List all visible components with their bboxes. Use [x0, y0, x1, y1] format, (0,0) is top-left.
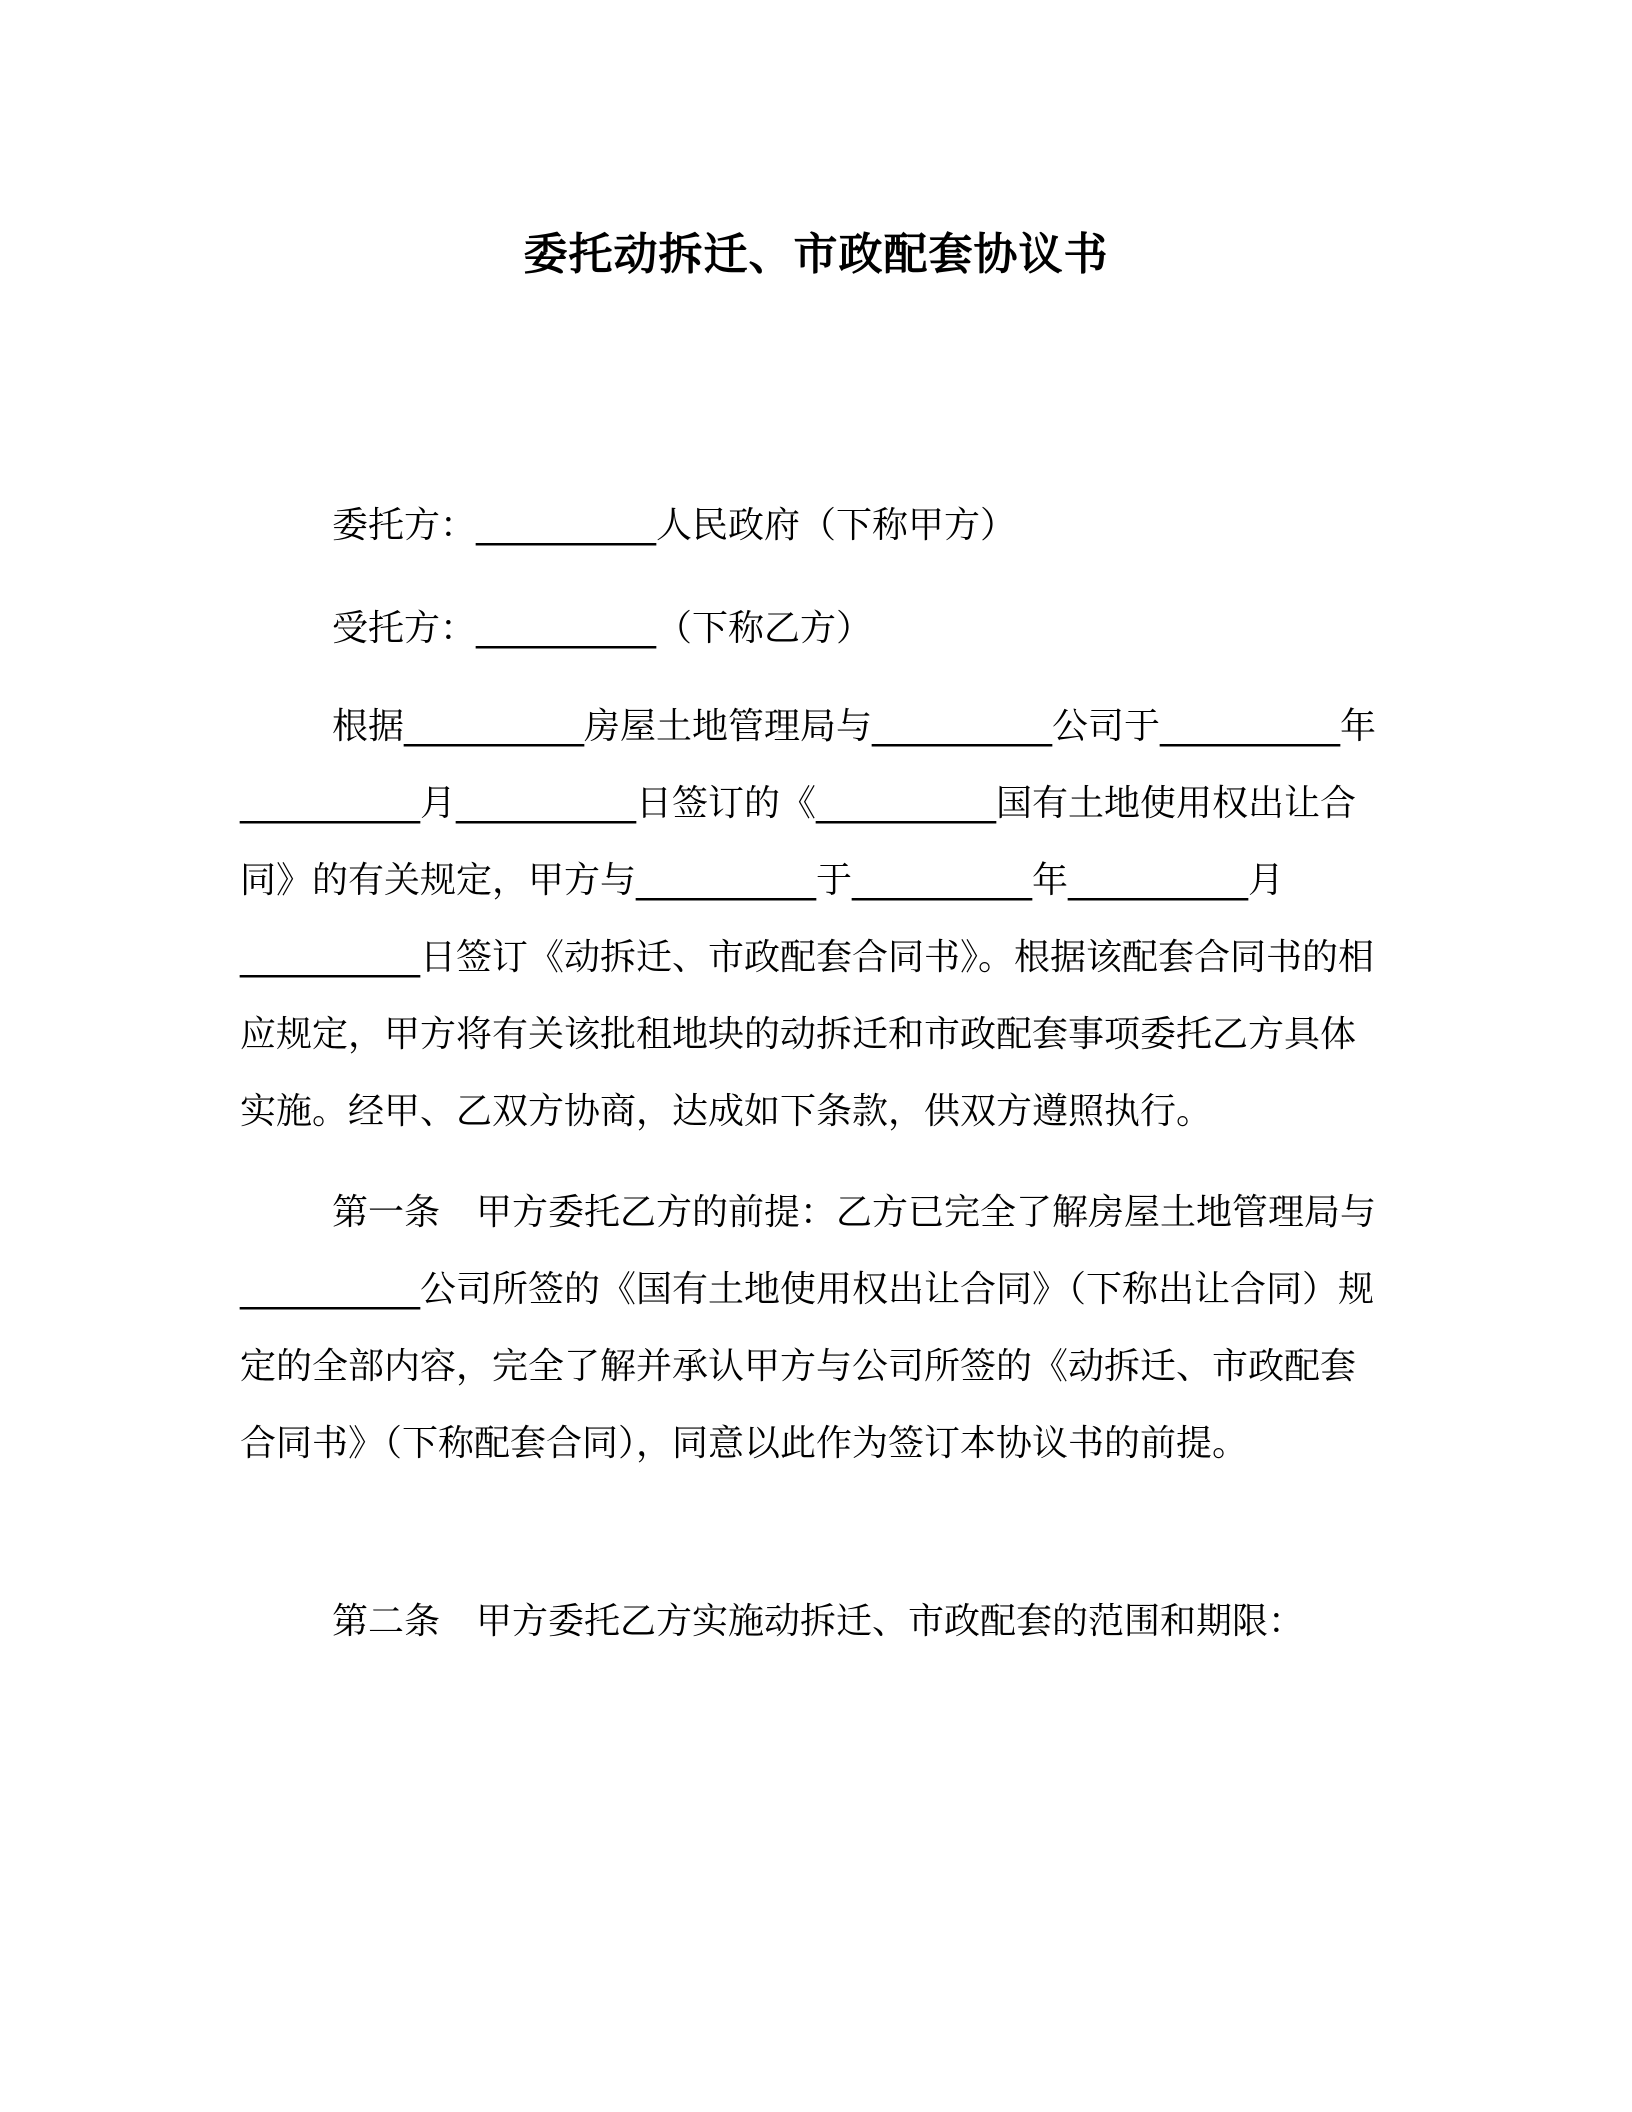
intro-paragraph: 根据__________房屋土地管理局与__________公司于__________年__________月__________日签订的《__________国有土地使用权出让合同》的有关规定，甲方与__________于__________年__________月__________日签订《动拆迁、市政配套合同书》。根据该配套合同书的相应规定，甲方将有关该批租地块的动拆迁和市政配套事项委托乙方具体实施。经甲、乙双方协商，达成如下条款，供双方遵照执行。: [240, 706, 1377, 1132]
document-title: 委托动拆迁、市政配套协议书: [523, 229, 1109, 280]
party-b-line: 受托方：__________（下称乙方）: [332, 608, 873, 649]
party-a-line: 委托方：__________人民政府（下称甲方）: [332, 505, 1017, 546]
article-2-paragraph: 第二条 甲方委托乙方实施动拆迁、市政配套的范围和期限：: [332, 1601, 1305, 1642]
article-1-paragraph: 第一条 甲方委托乙方的前提：乙方已完全了解房屋土地管理局与__________公司所签的《国有土地使用权出让合同》（下称出让合同）规定的全部内容，完全了解并承认甲方与公司所签的《动拆迁、市政配套合同书》（下称配套合同），同意以此作为签订本协议书的前提。: [240, 1192, 1377, 1464]
